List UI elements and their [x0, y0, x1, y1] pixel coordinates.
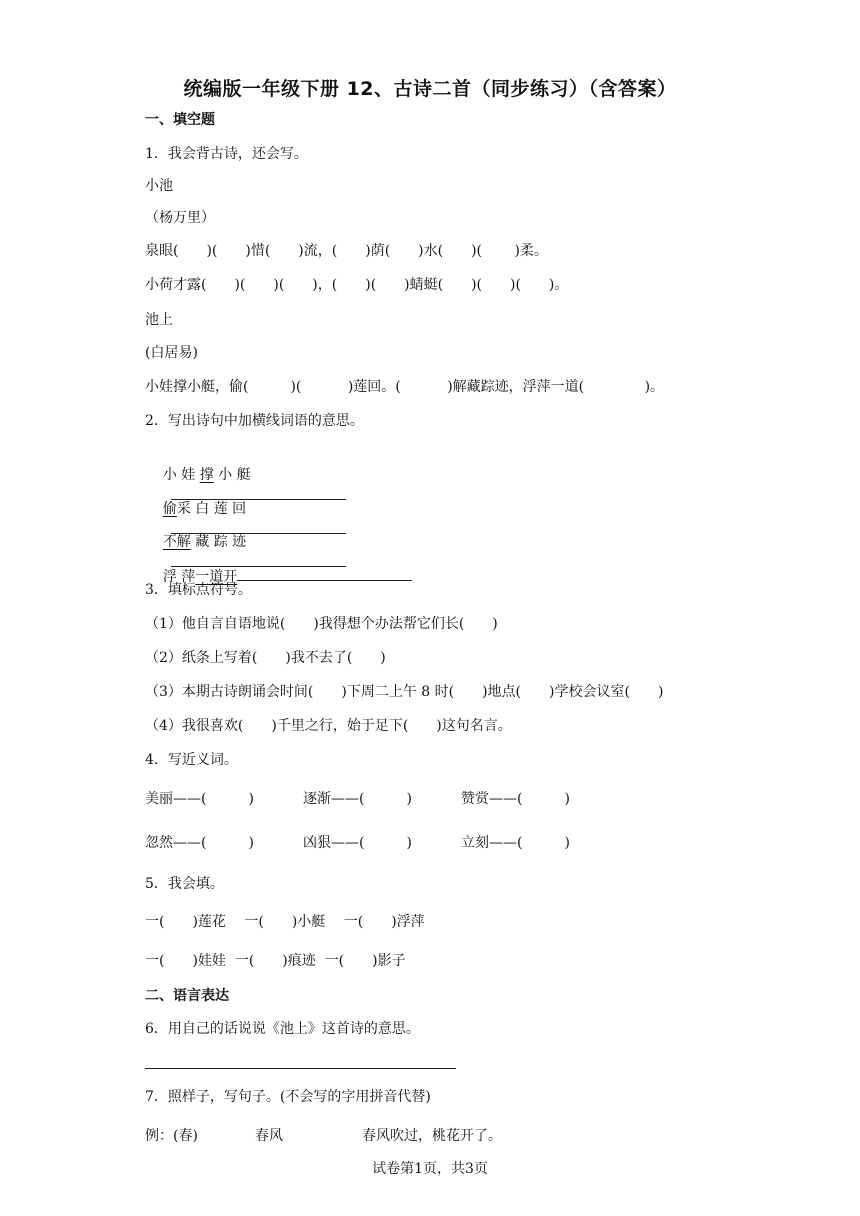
question-3-prompt: 3．填标点符号。	[145, 582, 252, 598]
q4-word-1[interactable]: 美丽——( )	[145, 791, 254, 807]
question-6-prompt: 6．用自己的话说说《池上》这首诗的意思。	[145, 1021, 420, 1037]
question-2-prompt: 2．写出诗句中加横线词语的意思。	[145, 413, 364, 429]
page-footer: 试卷第1页，共3页	[372, 1161, 488, 1177]
q2-row-2-post: 采 白 莲 回	[176, 501, 247, 517]
q2-row-1-underlined: 撑	[199, 467, 214, 483]
q5-row-1[interactable]: 一( )莲花 一( )小艇 一( )浮萍	[145, 914, 425, 930]
page-title: 统编版一年级下册 12、古诗二首（同步练习）（含答案）	[183, 78, 677, 100]
poem-1-line-2[interactable]: 小荷才露( )( )( )，( )( )蜻蜓( )( )( )。	[145, 277, 569, 293]
q3-sentence-3[interactable]: （3）本期古诗朗诵会时间( )下周二上午 8 时( )地点( )学校会议室( )	[145, 684, 664, 700]
q6-answer-line[interactable]	[145, 1068, 456, 1069]
section-heading-expression: 二、语言表达	[145, 988, 229, 1004]
poem-1-title: 小池	[145, 178, 173, 194]
section-heading-fill-blank: 一、填空题	[145, 112, 215, 128]
q7-example-word: 春风	[255, 1128, 283, 1144]
poem-1-line-1[interactable]: 泉眼( )( )惜( )流，( )荫( )水( )( )柔。	[145, 243, 548, 259]
q4-word-3[interactable]: 赞赏——( )	[461, 791, 570, 807]
poem-2-title: 池上	[145, 312, 173, 328]
q5-row-2[interactable]: 一( )娃娃 一( )痕迹 一( )影子	[145, 953, 406, 969]
q2-row-3-post: 藏 踪 迹	[190, 534, 247, 550]
q4-word-4[interactable]: 忽然——( )	[145, 835, 254, 851]
q4-word-6[interactable]: 立刻——( )	[461, 835, 570, 851]
q2-row-4-pre: 浮 萍	[162, 569, 196, 585]
question-4-prompt: 4．写近义词。	[145, 752, 238, 768]
poem-2-line[interactable]: 小娃撑小艇，偷( )( )莲回。( )解藏踪迹，浮萍一道( )。	[145, 379, 665, 395]
poem-2-author: (白居易)	[145, 345, 198, 361]
q4-word-2[interactable]: 逐渐——( )	[303, 791, 412, 807]
question-1-prompt: 1．我会背古诗，还会写。	[145, 146, 308, 162]
q2-row-1-pre: 小 娃	[162, 467, 200, 483]
q3-sentence-1[interactable]: （1）他自言自语地说( )我得想个办法帮它们长( )	[145, 616, 498, 632]
q2-row-1-post: 小 艇	[213, 467, 251, 483]
poem-1-author: （杨万里）	[145, 210, 215, 226]
q2-row-4-underlined: 一道开	[195, 569, 238, 585]
q3-sentence-4[interactable]: （4）我很喜欢( )千里之行，始于足下( )这句名言。	[145, 718, 512, 734]
q3-sentence-2[interactable]: （2）纸条上写着( )我不去了( )	[145, 650, 386, 666]
question-7-prompt: 7．照样子，写句子。(不会写的字用拼音代替)	[145, 1089, 431, 1105]
question-5-prompt: 5．我会填。	[145, 876, 224, 892]
q2-row-3-underlined: 不解	[162, 534, 191, 550]
q7-example-label: 例：(春)	[145, 1128, 198, 1144]
q4-word-5[interactable]: 凶狠——( )	[303, 835, 412, 851]
q2-row-2-underlined: 偷	[162, 501, 177, 517]
q2-row-4-answer-line[interactable]	[237, 566, 412, 581]
q7-example-sentence: 春风吹过，桃花开了。	[362, 1128, 502, 1144]
